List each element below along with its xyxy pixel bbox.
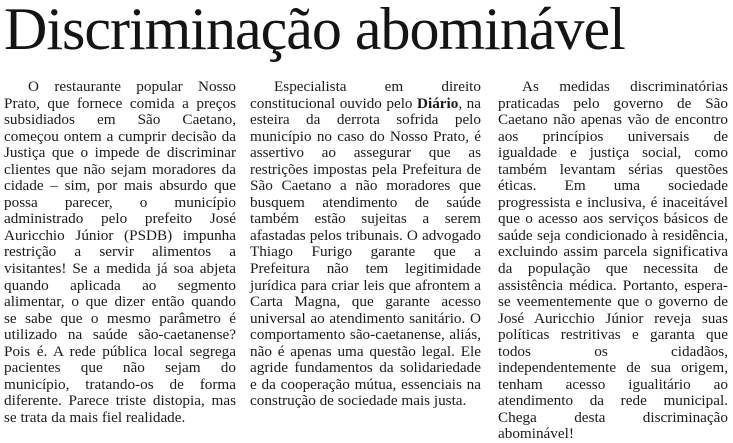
paragraph-1: O restaurante popular Nosso Prato, que fornece comida a preços subsidiados em São Caetano, começou ontem a cumprir decisão da Justiça que o impede de discriminar clientes que não sejam moradores da cidade – sim, por mais absurdo que possa parecer, o município administrado pelo prefeito José Auricchio Júnior (PSDB) impunha restrição a servir alimentos a visitantes! Se a medida já soa abjeta quando aplicada ao segmento alimentar, o que dizer então quando se sabe que o mesmo parâmetro é utilizado na saúde são-caetanense? Pois é. A rede pública local segrega pacientes que não sejam do município, tratando-os de forma diferente. Parece triste distopia, mas se trata da mais fiel realidade. bbox=[4, 78, 236, 426]
headline: Discriminação abominável bbox=[4, 0, 625, 62]
paragraph-2-rest: , na esteira da derrota sofrida pelo município no caso do Nosso Prato, é assertivo ao assegurar que as restrições impostas pela Prefeitura de São Caetano a não moradores que busquem atendimento de saúde também estão sujeitas a serem afastadas pelos tribunais. O advogado Thiago Furigo garante que a Prefeitura não tem legitimidade jurídica para criar leis que afrontem a Carta Magna, que garante acesso universal ao atendimento sanitário. O comportamento são-caetanense, aliás, não é apenas uma questão legal. Ele agride fundamentos da solidariedade e da cooperação mútua, essenciais na construção de sociedade mais justa. bbox=[250, 94, 481, 410]
paragraph-3: As medidas discriminatórias praticadas pelo governo de São Caetano não apenas vão de encontro aos princípios universais de igualdade e justiça social, como também levantam sérias questões éticas. Em uma sociedade progressista e inclusiva, é inaceitável que o acesso aos serviços básicos de saúde seja condicionado à residência, excluindo assim parcela significativa da população que necessita de assistência médica. Portanto, espera-se veementemente que o governo de José Auricchio Júnior reveja suas políticas restritivas e garanta que todos os cidadãos, independentemente de sua origem, tenham acesso igualitário ao atendimento da rede municipal. Chega desta discriminação abominável! bbox=[498, 78, 728, 443]
article-body bbox=[0, 78, 733, 443]
paragraph-2-lead: Especialista em direito constitucional ouvido pelo bbox=[250, 78, 481, 112]
column-2 bbox=[250, 79, 481, 410]
column-3 bbox=[498, 79, 728, 443]
paragraph-2 bbox=[250, 79, 481, 410]
column-1 bbox=[4, 79, 236, 426]
newspaper-name: Diário bbox=[417, 94, 459, 112]
